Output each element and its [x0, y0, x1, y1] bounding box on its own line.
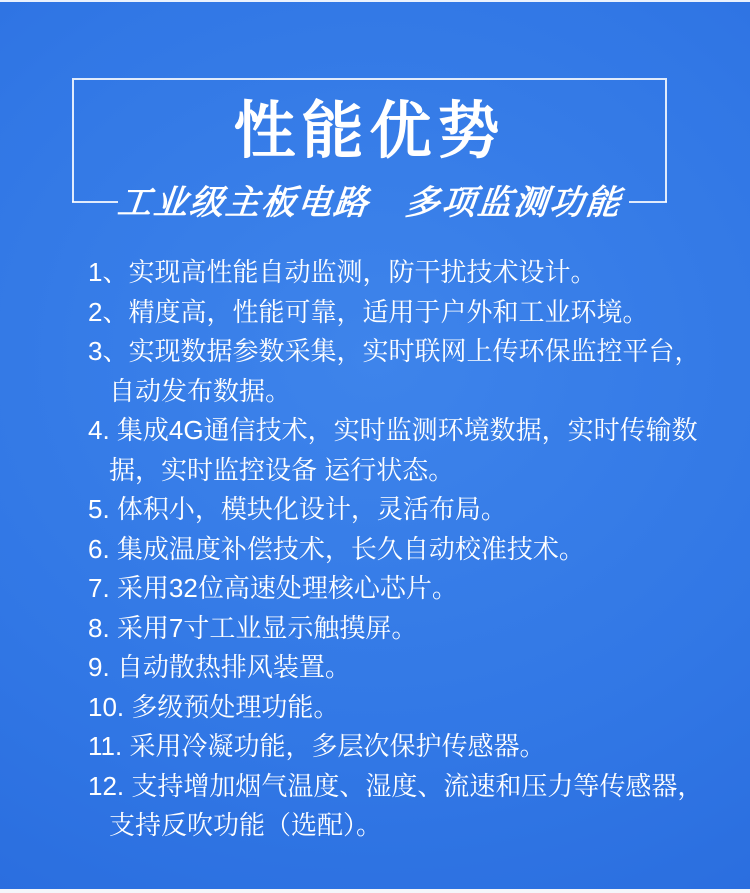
feature-number: 7. [88, 573, 117, 603]
feature-number: 1、 [88, 257, 129, 287]
top-edge-line [0, 0, 750, 2]
feature-number: 8. [88, 612, 117, 643]
feature-line [88, 411, 740, 451]
feature-item [88, 688, 740, 728]
feature-line [88, 332, 740, 372]
feature-item [88, 490, 740, 530]
feature-number: 10. [88, 691, 132, 722]
feature-text: 体积小，模块化设计，灵活布局。 [116, 494, 507, 524]
feature-line [88, 490, 740, 530]
feature-text: 采用冷凝功能，多层次保护传感器。 [129, 731, 546, 761]
feature-text: 多级预处理功能。 [131, 691, 340, 722]
feature-text: 集成温度补偿技术，长久自动校准技术。 [116, 533, 585, 564]
feature-text: 采用7寸工业显示触摸屏。 [116, 612, 418, 643]
feature-text: 自动散热排风装置。 [116, 652, 351, 682]
feature-item [88, 530, 740, 570]
feature-line [88, 648, 740, 688]
feature-number: 11. [88, 731, 130, 761]
feature-line-continuation [88, 806, 740, 846]
feature-number: 9. [88, 652, 117, 682]
feature-line-continuation [88, 372, 740, 412]
feature-item [88, 411, 740, 490]
feature-line [88, 688, 740, 728]
feature-line [88, 293, 740, 333]
feature-item [88, 727, 740, 767]
feature-text: 集成4G通信技术，实时监测环境数据，实时传输数 [116, 415, 698, 445]
bottom-edge-line [0, 889, 750, 893]
feature-number: 6. [88, 533, 117, 564]
feature-line [88, 767, 740, 807]
feature-number: 3、 [88, 336, 129, 366]
feature-line [88, 253, 740, 293]
feature-number: 4. [88, 415, 117, 445]
feature-number: 5. [88, 494, 117, 524]
feature-list [88, 253, 740, 846]
page-title: 性能优势 [233, 97, 506, 166]
feature-text: 实现高性能自动监测，防干扰技术设计。 [128, 257, 597, 287]
feature-line-continuation [88, 451, 740, 491]
feature-line [88, 609, 740, 649]
feature-line [88, 530, 740, 570]
feature-item [88, 293, 740, 333]
feature-item [88, 569, 740, 609]
feature-line [88, 727, 740, 767]
header-box [72, 78, 667, 222]
feature-text: 支持增加烟气温度、湿度、流速和压力等传感器， [131, 770, 704, 801]
feature-item [88, 767, 740, 846]
page-subtitle: 工业级主板电路 多项监测功能 [115, 185, 624, 222]
feature-text: 自动发布数据。 [109, 375, 292, 406]
feature-text: 支持反吹功能（选配）。 [109, 810, 383, 840]
feature-item [88, 648, 740, 688]
feature-text: 据，实时监控设备 运行状态。 [109, 454, 455, 485]
feature-number: 12. [88, 770, 132, 801]
feature-text: 采用32位高速处理核心芯片。 [116, 573, 458, 603]
feature-number: 2、 [88, 296, 129, 327]
feature-item [88, 332, 740, 411]
feature-line [88, 569, 740, 609]
feature-text: 实现数据参数采集，实时联网上传环保监控平台， [128, 336, 701, 366]
feature-text: 精度高，性能可靠，适用于户外和工业环境。 [128, 296, 649, 327]
feature-item [88, 609, 740, 649]
feature-item [88, 253, 740, 293]
